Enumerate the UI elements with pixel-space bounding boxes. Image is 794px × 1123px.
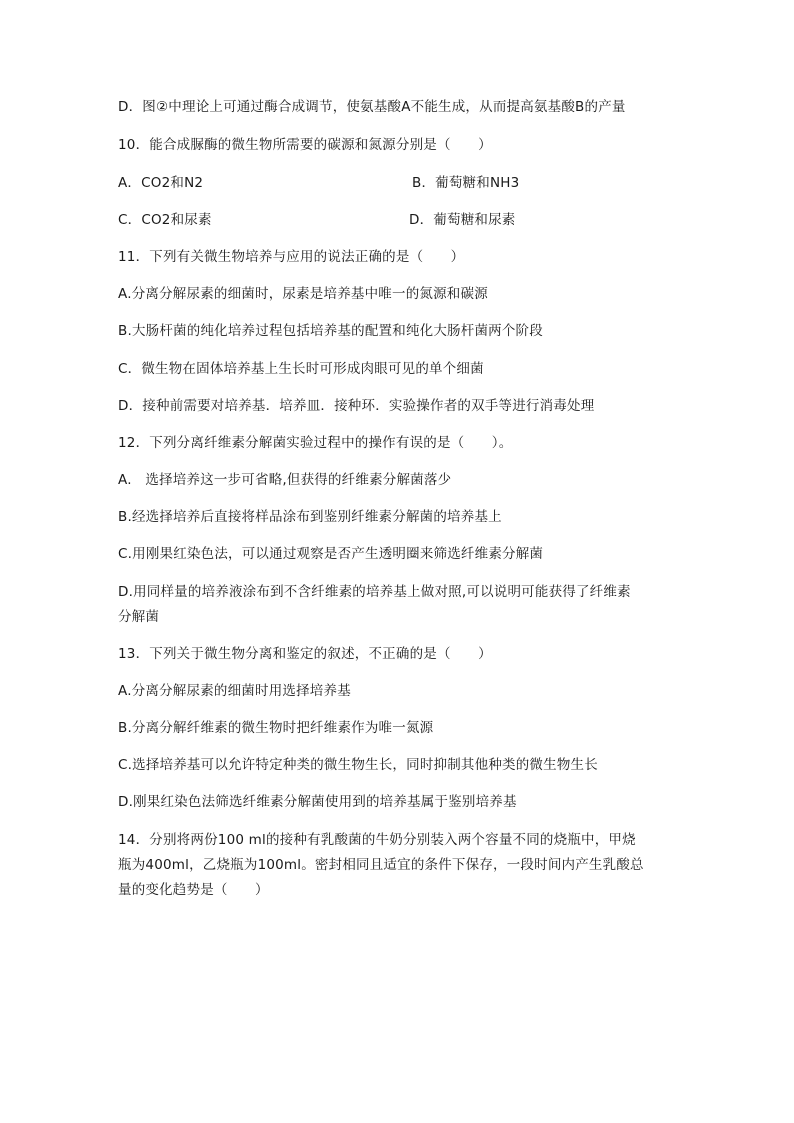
q13-option-b: B.分离分解纤维素的微生物时把纤维素作为唯一氮源 (118, 720, 434, 736)
q12-stem: 12．下列分离纤维素分解菌实验过程中的操作有误的是（ ）。 (118, 435, 513, 451)
q13-option-d: D.刚果红染色法筛选纤维素分解菌使用到的培养基属于鉴别培养基 (118, 794, 517, 810)
q14-stem-line-1: 14．分别将两份100 ml的接种有乳酸菌的牛奶分别装入两个容量不同的烧瓶中，甲烧 (118, 832, 636, 848)
q11-option-c: C．微生物在固体培养基上生长时可形成肉眼可见的单个细菌 (118, 361, 484, 377)
q14-stem-line-2: 瓶为400ml，乙烧瓶为100ml。密封相同且适宜的条件下保存，一段时间内产生乳酸总 (118, 857, 644, 873)
q10-option-d: D．葡萄糖和尿素 (409, 212, 516, 228)
q10-stem: 10．能合成脲酶的微生物所需要的碳源和氮源分别是（ ） (118, 137, 492, 153)
q12-option-b: B.经选择培养后直接将样品涂布到鉴别纤维素分解菌的培养基上 (118, 509, 502, 525)
q14-stem-line-3: 量的变化趋势是（ ） (118, 882, 269, 898)
q10-option-c: C．CO2和尿素 (118, 212, 212, 228)
q10-option-a: A．CO2和N2 (118, 175, 204, 191)
q11-stem: 11．下列有关微生物培养与应用的说法正确的是（ ） (118, 249, 465, 265)
q11-option-a: A.分离分解尿素的细菌时，尿素是培养基中唯一的氮源和碳源 (118, 286, 488, 302)
q13-option-a: A.分离分解尿素的细菌时用选择培养基 (118, 683, 351, 699)
q12-option-d-continued: 分解菌 (118, 609, 160, 625)
q13-stem: 13．下列关于微生物分离和鉴定的叙述，不正确的是（ ） (118, 646, 492, 662)
q12-option-a: A. 选择培养这一步可省略,但获得的纤维素分解菌落少 (118, 472, 452, 488)
q11-option-d: D．接种前需要对培养基．培养皿．接种环．实验操作者的双手等进行消毒处理 (118, 398, 595, 414)
q13-option-c: C.选择培养基可以允许特定种类的微生物生长，同时抑制其他种类的微生物生长 (118, 757, 598, 773)
q12-option-d: D.用同样量的培养液涂布到不含纤维素的培养基上做对照,可以说明可能获得了纤维素 (118, 584, 631, 600)
q10-option-b: B．葡萄糖和NH3 (412, 175, 520, 191)
q12-option-c: C.用刚果红染色法，可以通过观察是否产生透明圈来筛选纤维素分解菌 (118, 546, 544, 562)
q11-option-b: B.大肠杆菌的纯化培养过程包括培养基的配置和纯化大肠杆菌两个阶段 (118, 323, 543, 339)
q9-option-d: D．图②中理论上可通过酶合成调节，使氨基酸A不能生成，从而提高氨基酸B的产量 (118, 99, 626, 115)
